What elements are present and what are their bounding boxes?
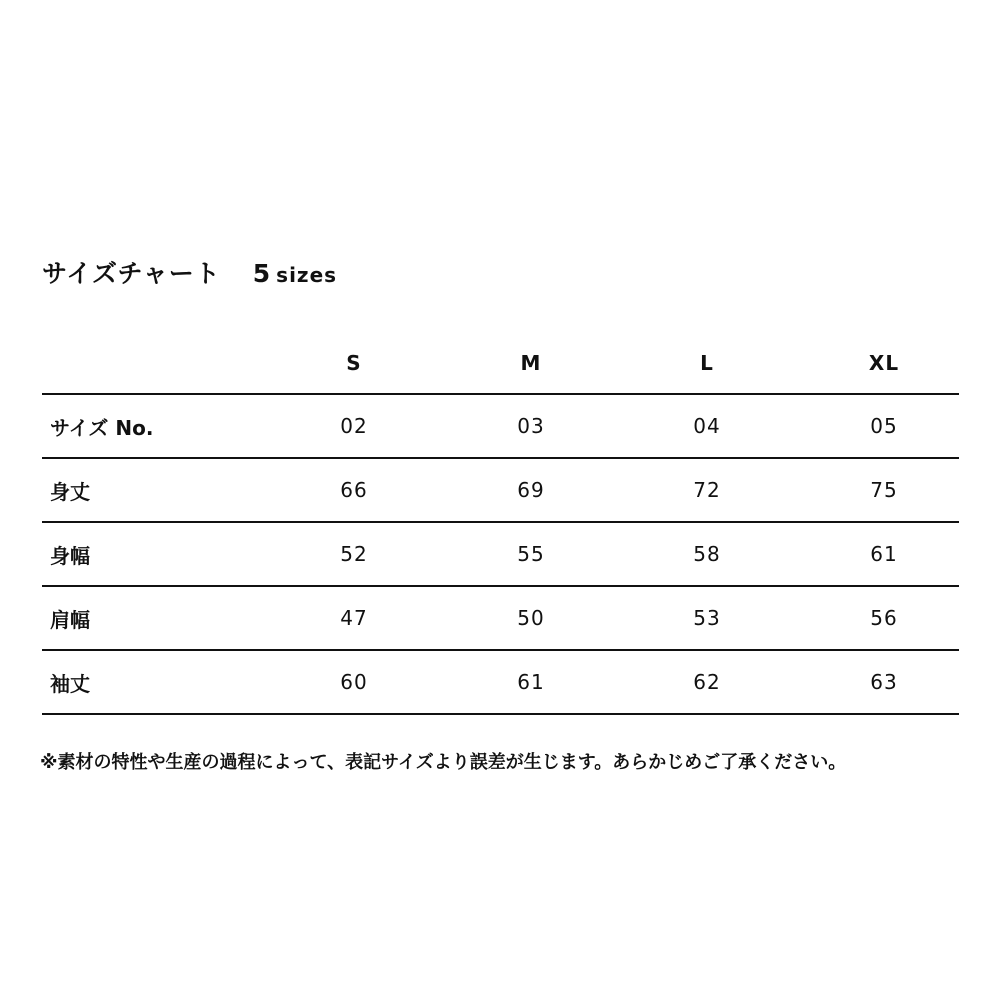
table-cell: 02 <box>340 414 368 438</box>
footnote: ※素材の特性や生産の過程によって、表記サイズより誤差が生じます。あらかじめご了承ください。 <box>40 752 847 773</box>
column-header-m: M <box>520 351 542 375</box>
table-cell: 52 <box>340 542 368 566</box>
table-cell: 04 <box>693 414 721 438</box>
table-row-size-no <box>42 395 959 459</box>
column-header-xl: XL <box>868 351 900 375</box>
table-cell: 61 <box>870 542 898 566</box>
table-cell: 72 <box>693 478 721 502</box>
table-row-sleeve-length <box>42 651 959 715</box>
column-header-l: L <box>700 351 714 375</box>
table-cell: 60 <box>340 670 368 694</box>
row-label: サイズ No. <box>50 415 154 440</box>
table-cell: 58 <box>693 542 721 566</box>
table-cell: 61 <box>517 670 545 694</box>
table-cell: 53 <box>693 606 721 630</box>
table-cell: 47 <box>340 606 368 630</box>
size-count-unit: sizes <box>276 263 338 287</box>
table-row-body-length <box>42 459 959 523</box>
size-count-number: 5 <box>252 259 271 288</box>
chart-title-text: サイズチャート <box>42 259 221 288</box>
table-cell: 56 <box>870 606 898 630</box>
table-cell: 75 <box>870 478 898 502</box>
row-label: 肩幅 <box>50 607 90 632</box>
chart-title <box>42 254 337 294</box>
row-label: 袖丈 <box>50 671 90 696</box>
table-row-body-width <box>42 523 959 587</box>
table-cell: 03 <box>517 414 545 438</box>
size-table <box>42 333 959 715</box>
row-label: 身丈 <box>50 479 90 504</box>
table-cell: 63 <box>870 670 898 694</box>
table-cell: 05 <box>870 414 898 438</box>
table-header-row <box>42 333 959 395</box>
column-header-s: S <box>346 351 362 375</box>
table-cell: 55 <box>517 542 545 566</box>
table-cell: 66 <box>340 478 368 502</box>
row-label: 身幅 <box>50 543 90 568</box>
size-count <box>253 259 337 288</box>
table-cell: 62 <box>693 670 721 694</box>
table-row-shoulder-width <box>42 587 959 651</box>
table-cell: 50 <box>517 606 545 630</box>
table-cell: 69 <box>517 478 545 502</box>
